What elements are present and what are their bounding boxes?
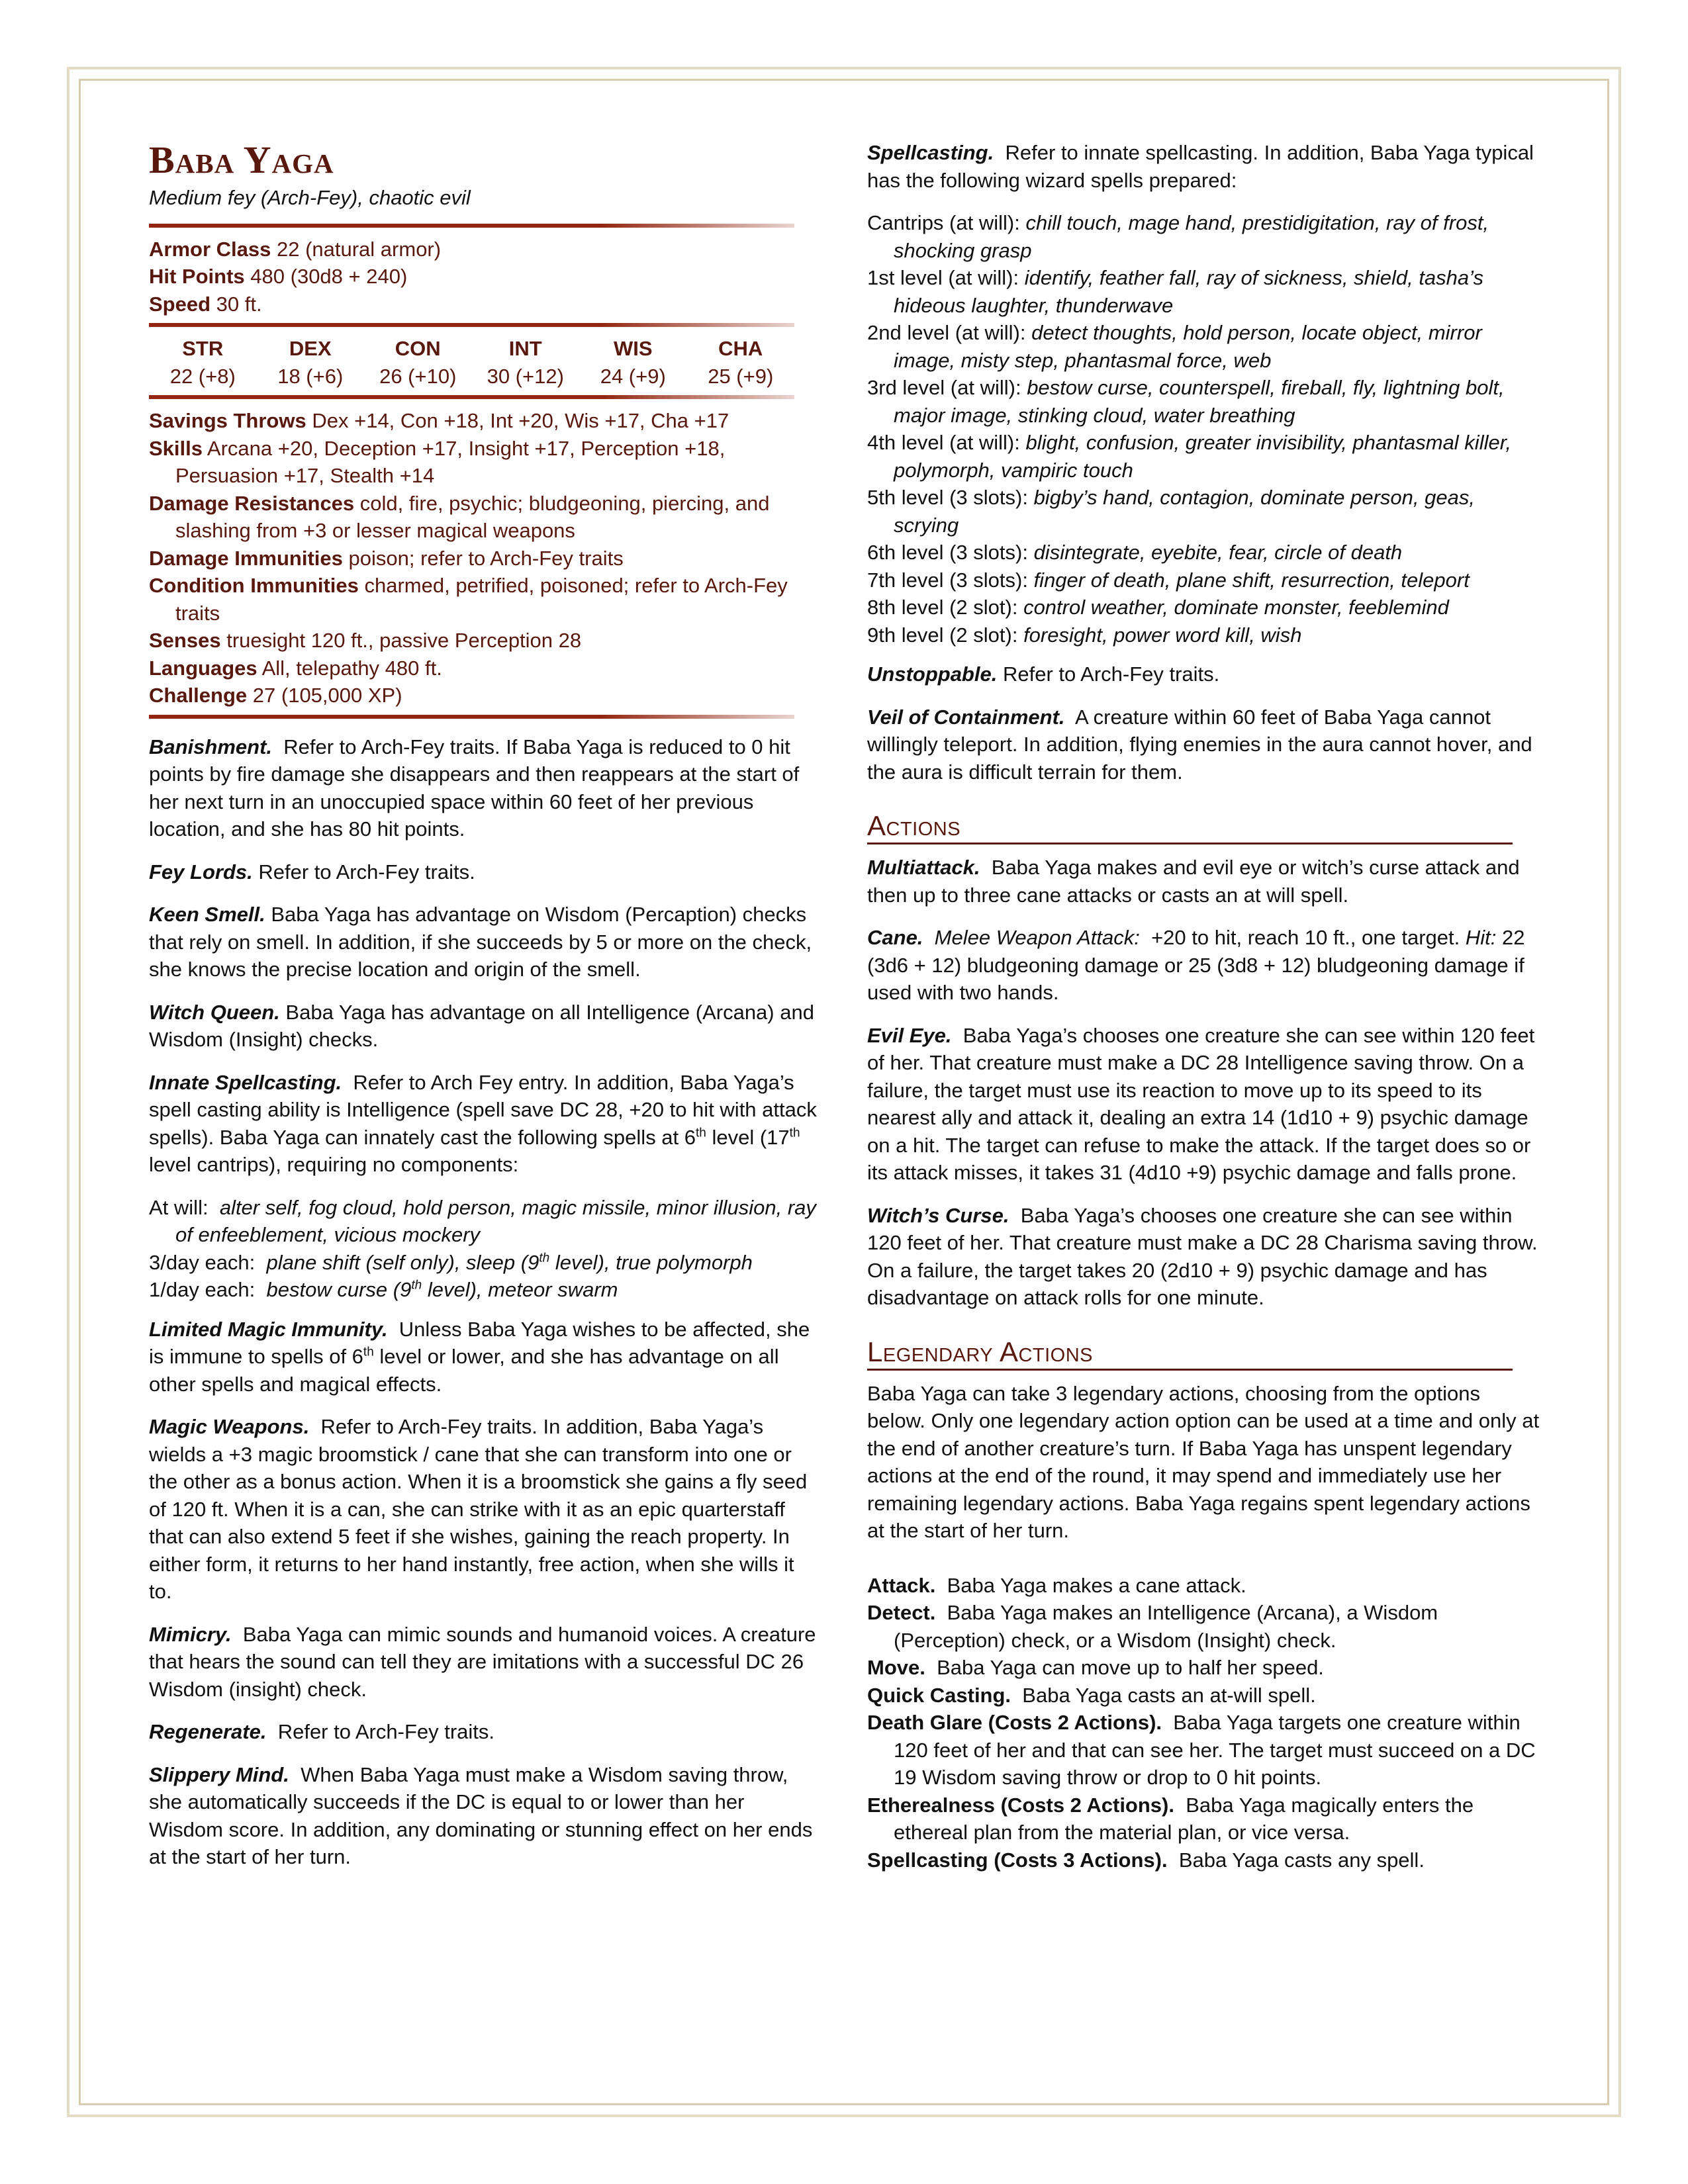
condition-immunities: Condition Immunities charmed, petrified, poisoned; refer to Arch-Fey traits xyxy=(149,574,788,625)
spell-level-7: 7th level (3 slots): finger of death, plane shift, resurrection, teleport xyxy=(867,568,1470,592)
action-cane: Cane. Melee Weapon Attack: +20 to hit, reach 10 ft., one target. Hit: 22 (3d6 + 12) bludgeoning damage or 25 (3d8 + 12) bludgeoning damage if used with two hands. xyxy=(867,926,1525,1004)
armor-class: Armor Class 22 (natural armor) xyxy=(149,237,442,261)
trait-limited-magic-immunity: Limited Magic Immunity. Unless Baba Yaga wishes to be affected, she is immune to spells of 6th level or lower, and she has advantage on all other spells and magical effects. xyxy=(149,1317,810,1396)
trait-keen-smell: Keen Smell. Baba Yaga has advantage on Wisdom (Percaption) checks that rely on smell. In addition, if she succeeds by 5 or more on the check, she knows the precise location and origin of the smell. xyxy=(149,903,812,981)
action-multiattack: Multiattack. Baba Yaga makes and evil eye or witch’s curse attack and then up to three cane attacks or casts an at will spell. xyxy=(867,856,1520,907)
ability-dex: DEX 18 (+6) xyxy=(277,337,344,388)
spacer xyxy=(867,1560,1542,1572)
legendary-attack: Attack. Baba Yaga makes a cane attack. xyxy=(867,1573,1246,1597)
trait-spellcasting: Spellcasting. Refer to innate spellcasting. In addition, Baba Yaga typical has the following wizard spells prepared: xyxy=(867,141,1534,192)
languages: Languages All, telepathy 480 ft. xyxy=(149,656,442,680)
spell-level-1: 1st level (at will): identify, feather fall, ray of sickness, shield, tasha’s hideous laughter, thunderwave xyxy=(867,266,1483,317)
divider xyxy=(149,715,794,719)
divider xyxy=(149,395,794,399)
legendary-move: Move. Baba Yaga can move up to half her speed. xyxy=(867,1656,1324,1679)
action-witch-curse: Witch’s Curse. Baba Yaga’s chooses one creature she can see within 120 feet of her. That creature must make a DC 28 Charisma saving throw. On a failure, the target takes 20 (2d10 + 9) psychic damage and has disadvantage on attack rolls for one minute. xyxy=(867,1203,1538,1309)
spacer xyxy=(867,649,1542,660)
trait-unstoppable: Unstoppable. Refer to Arch-Fey traits. xyxy=(867,662,1220,686)
monster-name: Baba Yaga xyxy=(149,138,334,181)
trait-fey-lords: Fey Lords. Refer to Arch-Fey traits. xyxy=(149,860,475,884)
hit-points: Hit Points 480 (30d8 + 240) xyxy=(149,265,408,288)
speed: Speed 30 ft. xyxy=(149,292,262,316)
ability-con: CON 26 (+10) xyxy=(379,337,457,388)
ability-scores xyxy=(149,335,794,390)
spell-level-5: 5th level (3 slots): bigby’s hand, contagion, dominate person, geas, scrying xyxy=(867,486,1475,537)
legendary-etherealness: Etherealness (Costs 2 Actions). Baba Yaga magically enters the ethereal plan from the material plan, or vice versa. xyxy=(867,1793,1474,1844)
legendary-death-glare: Death Glare (Costs 2 Actions). Baba Yaga targets one creature within 120 feet of her and that can see her. The target must succeed on a DC 19 Wisdom saving throw or drop to 0 hit points. xyxy=(867,1711,1536,1789)
spell-level-4: 4th level (at will): blight, confusion, greater invisibility, phantasmal killer, polymorph, vampiric touch xyxy=(867,431,1511,482)
actions-heading: Actions xyxy=(867,809,1513,844)
challenge: Challenge 27 (105,000 XP) xyxy=(149,684,402,707)
legendary-detect: Detect. Baba Yaga makes an Intelligence (Arcana), a Wisdom (Perception) check, or a Wisdom (Insight) check. xyxy=(867,1601,1438,1652)
trait-innate-spellcasting: Innate Spellcasting. Refer to Arch Fey entry. In addition, Baba Yaga’s spell casting ability is Intelligence (spell save DC 28, +20 to hit with attack spells). Baba Yaga can innately cast the following spells at 6th level (17th level cantrips), requiring no components: xyxy=(149,1070,817,1176)
trait-mimicry: Mimicry. Baba Yaga can mimic sounds and humanoid voices. A creature that hears the sound can tell they are imitations with a successful DC 26 Wisdom (insight) check. xyxy=(149,1622,816,1701)
stat-block-right-column xyxy=(867,139,1542,1874)
trait-regenerate: Regenerate. Refer to Arch-Fey traits. xyxy=(149,1720,495,1743)
ability-wis: WIS 24 (+9) xyxy=(600,337,666,388)
spell-level-cantrips: Cantrips (at will): chill touch, mage hand, prestidigitation, ray of frost, shocking grasp xyxy=(867,211,1489,262)
monster-type: Medium fey (Arch-Fey), chaotic evil xyxy=(149,186,471,209)
trait-banishment: Banishment. Refer to Arch-Fey traits. If Baba Yaga is reduced to 0 hit points by fire damage she disappears and then reappears at the start of her next turn in an unoccupied space within 60 feet of her previous location, and she has 80 hit points. xyxy=(149,735,800,841)
ability-int: INT 30 (+12) xyxy=(487,337,564,388)
skills: Skills Arcana +20, Deception +17, Insight +17, Perception +18, Persuasion +17, Stealth +14 xyxy=(149,436,726,487)
legendary-intro: Baba Yaga can take 3 legendary actions, choosing from the options below. Only one legendary action option can be used at a time and only at the end of another creature’s turn. If Baba Yaga has unspent legendary actions at the end of the round, it may spend and immediately use her remaining legendary actions. Baba Yaga regains spent legendary actions at the start of her turn. xyxy=(867,1381,1540,1542)
innate-1-day: 1/day each: bestow curse (9th level), meteor swarm xyxy=(149,1278,618,1301)
trait-veil-of-containment: Veil of Containment. A creature within 60 feet of Baba Yaga cannot willingly teleport. In addition, flying enemies in the aura cannot hover, and the aura is difficult terrain for them. xyxy=(867,705,1532,784)
spell-level-2: 2nd level (at will): detect thoughts, hold person, locate object, mirror image, misty step, phantasmal force, web xyxy=(867,321,1482,372)
ability-cha: CHA 25 (+9) xyxy=(708,337,774,388)
spell-level-9: 9th level (2 slot): foresight, power word kill, wish xyxy=(867,623,1302,647)
stat-block-left-column xyxy=(149,139,818,1886)
divider xyxy=(149,323,794,327)
trait-witch-queen: Witch Queen. Baba Yaga has advantage on all Intelligence (Arcana) and Wisdom (Insight) checks. xyxy=(149,1000,814,1051)
trait-magic-weapons: Magic Weapons. Refer to Arch-Fey traits. In addition, Baba Yaga’s wields a +3 magic broomstick / cane that she can transform into one or the other as a bonus action. When it is a broomstick she gains a fly seed of 120 ft. When it is a can, she can strike with it as an epic quarterstaff that can also extend 5 feet if she wishes, gaining the reach property. In either form, it returns to her hand instantly, free action, when she wills it to. xyxy=(149,1415,808,1603)
ability-str: STR 22 (+8) xyxy=(169,337,236,388)
legendary-quick-casting: Quick Casting. Baba Yaga casts an at-will spell. xyxy=(867,1683,1316,1707)
damage-immunities: Damage Immunities poison; refer to Arch-Fey traits xyxy=(149,546,624,570)
damage-resistances: Damage Resistances cold, fire, psychic; bludgeoning, piercing, and slashing from +3 or lesser magical weapons xyxy=(149,491,770,542)
divider xyxy=(149,224,794,228)
trait-slippery-mind: Slippery Mind. When Baba Yaga must make a Wisdom saving throw, she automatically succeeds if the DC is equal to or lower than her Wisdom score. In addition, any dominating or stunning effect on her ends at the start of her turn. xyxy=(149,1762,813,1868)
spell-level-6: 6th level (3 slots): disintegrate, eyebite, fear, circle of death xyxy=(867,541,1403,564)
spacer xyxy=(149,1304,818,1316)
innate-at-will: At will: alter self, fog cloud, hold person, magic missile, minor illusion, ray of enfeeblement, vicious mockery xyxy=(149,1195,816,1246)
saving-throws: Savings Throws Dex +14, Con +18, Int +20, Wis +17, Cha +17 xyxy=(149,409,729,432)
spell-level-3: 3rd level (at will): bestow curse, counterspell, fireball, fly, lightning bolt, major image, stinking cloud, water breathing xyxy=(867,376,1505,427)
action-evil-eye: Evil Eye. Baba Yaga’s chooses one creature she can see within 120 feet of her. That creature must make a DC 28 Intelligence saving throw. On a failure, the target must use its reaction to move up to its speed to its nearest ally and attack it, dealing an extra 14 (1d10 + 9) psychic damage on a hit. The target can refuse to make the attack. If the target does so or its attack misses, it takes 31 (4d10 +9) psychic damage and falls prone. xyxy=(867,1023,1535,1184)
spell-level-8: 8th level (2 slot): control weather, dominate monster, feeblemind xyxy=(867,596,1449,619)
legendary-actions-heading: Legendary Actions xyxy=(867,1336,1513,1371)
innate-3-day: 3/day each: plane shift (self only), sleep (9th level), true polymorph xyxy=(149,1250,753,1274)
senses: Senses truesight 120 ft., passive Perception 28 xyxy=(149,629,582,652)
legendary-spellcasting: Spellcasting (Costs 3 Actions). Baba Yaga casts any spell. xyxy=(867,1848,1425,1872)
